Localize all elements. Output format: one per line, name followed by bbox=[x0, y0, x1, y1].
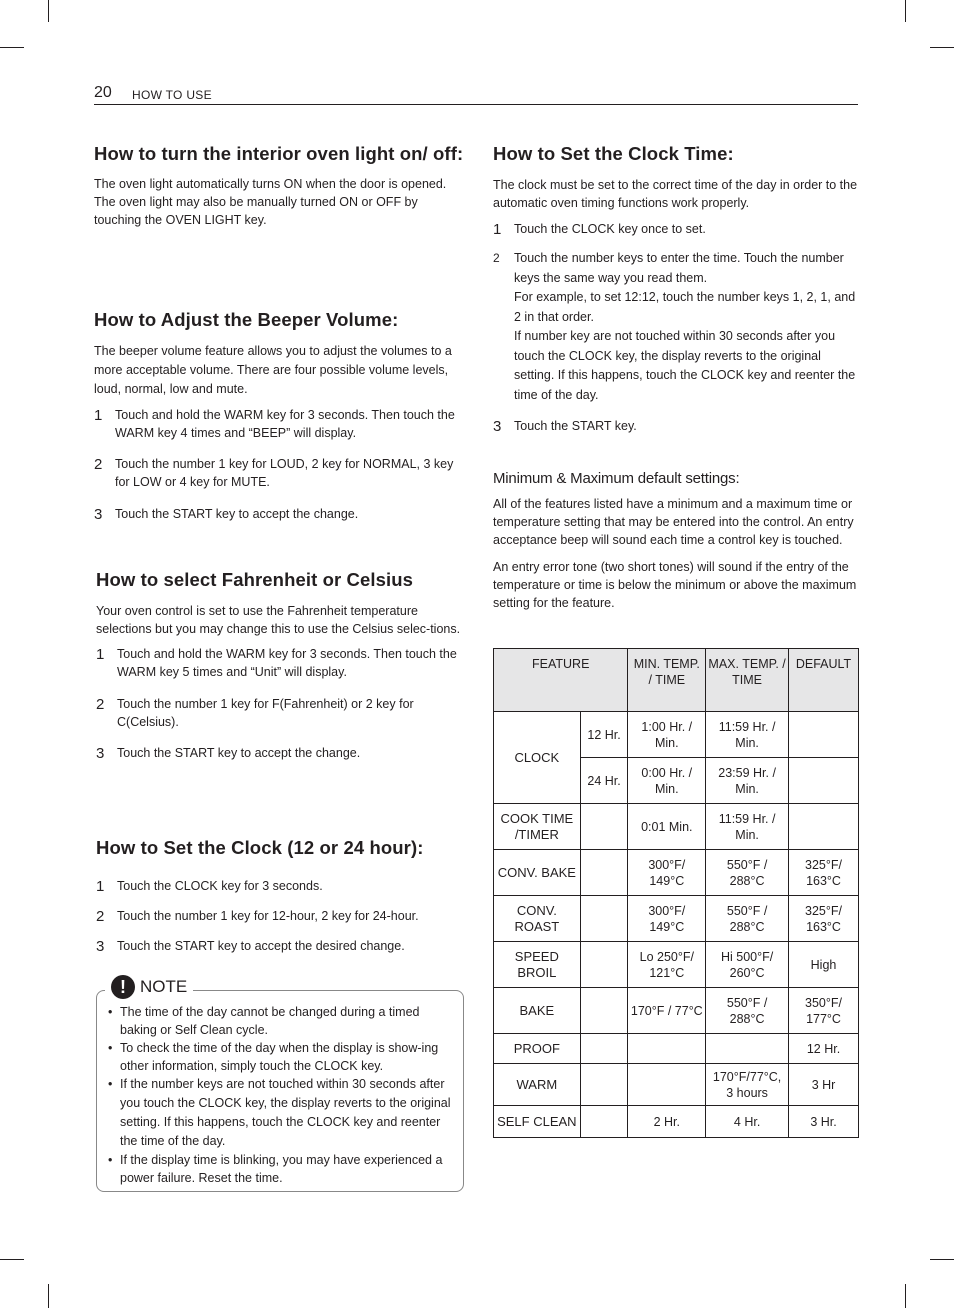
fahrenheit-section bbox=[96, 567, 464, 762]
table-cell: SELF CLEAN bbox=[494, 1106, 581, 1138]
settings-table bbox=[493, 648, 859, 1138]
table-cell: CLOCK bbox=[494, 712, 581, 804]
note-item: • If the number keys are not touched within 30 seconds after you touch the CLOCK key, the display reverts to the original setting. If this happens, touch the CLOCK key and reenter the time of the day. bbox=[107, 1075, 451, 1151]
table-cell bbox=[789, 712, 859, 758]
table-header: MAX. TEMP. / TIME bbox=[706, 649, 789, 712]
table-cell bbox=[580, 896, 628, 942]
step-item: 2 Touch the number 1 key for F(Fahrenheit) or 2 key for C(Celsius). bbox=[96, 696, 414, 729]
note-item: • The time of the day cannot be changed during a timed baking or Self Clean cycle. bbox=[107, 1003, 451, 1039]
oven-light-title: How to turn the interior oven light on/ off: bbox=[94, 143, 464, 164]
table-cell: 300°F/ 149°C bbox=[628, 896, 706, 942]
table-cell bbox=[789, 804, 859, 850]
table-cell: 325°F/ 163°C bbox=[789, 850, 859, 896]
section-name: HOW TO USE bbox=[132, 88, 212, 102]
table-cell: 300°F/ 149°C bbox=[628, 850, 706, 896]
table-row bbox=[494, 988, 859, 1034]
crop-mark bbox=[930, 1259, 954, 1260]
table-cell: 24 Hr. bbox=[580, 758, 628, 804]
table-cell: 170°F / 77°C bbox=[628, 988, 706, 1034]
table-cell: Hi 500°F/ 260°C bbox=[706, 942, 789, 988]
note-title: NOTE bbox=[140, 977, 188, 996]
oven-light-body: The oven light automatically turns ON when the door is opened. The oven light may also be manually turned ON or OFF by touching the OVEN LIGHT key. bbox=[94, 177, 447, 227]
step-item: 3 Touch the START key to accept the desired change. bbox=[96, 938, 405, 955]
crop-mark bbox=[905, 0, 906, 22]
table-cell: CONV. ROAST bbox=[494, 896, 581, 942]
table-header: DEFAULT bbox=[789, 649, 859, 712]
table-row bbox=[494, 804, 859, 850]
beeper-title: How to Adjust the Beeper Volume: bbox=[94, 309, 399, 330]
table-cell: COOK TIME /TIMER bbox=[494, 804, 581, 850]
table-cell: CONV. BAKE bbox=[494, 850, 581, 896]
step-item: 1 Touch the CLOCK key once to set. bbox=[493, 221, 706, 238]
table-cell: 3 Hr. bbox=[789, 1106, 859, 1138]
note-header bbox=[105, 975, 193, 999]
table-row bbox=[494, 942, 859, 988]
note-list bbox=[107, 1003, 451, 1187]
table-cell: 4 Hr. bbox=[706, 1106, 789, 1138]
table-header-row bbox=[494, 649, 859, 712]
table-cell: Lo 250°F/ 121°C bbox=[628, 942, 706, 988]
table-header: MIN. TEMP. / TIME bbox=[628, 649, 706, 712]
table-cell: SPEED BROIL bbox=[494, 942, 581, 988]
step-item: 3 Touch the START key to accept the change. bbox=[96, 745, 361, 762]
step-item: 1 Touch and hold the WARM key for 3 seconds. Then touch the WARM key 4 times and “BEEP” will display. bbox=[94, 407, 455, 440]
exclamation-icon: ! bbox=[111, 975, 135, 999]
table-cell: 12 Hr. bbox=[789, 1034, 859, 1064]
minmax-body-2: An entry error tone (two short tones) will sound if the entry of the temperature or time is below the minimum or above the maximum setting for the feature. bbox=[493, 560, 857, 610]
table-header: FEATURE bbox=[494, 649, 628, 712]
page-header bbox=[94, 84, 858, 105]
crop-mark bbox=[48, 1284, 49, 1308]
clock-mode-section bbox=[96, 835, 464, 955]
step-item: 3 Touch the START key to accept the change. bbox=[94, 506, 359, 523]
clock-time-title: How to Set the Clock Time: bbox=[493, 143, 734, 164]
table-row bbox=[494, 1106, 859, 1138]
table-row bbox=[494, 850, 859, 896]
table-cell bbox=[580, 1106, 628, 1138]
table-cell: 3 Hr bbox=[789, 1064, 859, 1106]
fahrenheit-title: How to select Fahrenheit or Celsius bbox=[96, 569, 414, 590]
table-cell: 1:00 Hr. / Min. bbox=[628, 712, 706, 758]
page-number: 20 bbox=[94, 84, 112, 101]
table-row bbox=[494, 712, 859, 758]
table-cell bbox=[628, 1034, 706, 1064]
table-cell: 0:00 Hr. / Min. bbox=[628, 758, 706, 804]
crop-mark bbox=[0, 47, 24, 48]
crop-mark bbox=[930, 47, 954, 48]
note-item: • If the display time is blinking, you may have experienced a power failure. Reset the time. bbox=[107, 1151, 451, 1187]
table-row bbox=[494, 1034, 859, 1064]
fahrenheit-body: Your oven control is set to use the Fahrenheit temperature selections but you may change this to use the Celsius selec-tions. bbox=[96, 604, 461, 636]
step-item: 2 Touch the number 1 key for LOUD, 2 key for NORMAL, 3 key for LOW or 4 key for MUTE. bbox=[94, 456, 454, 489]
table-cell bbox=[580, 1034, 628, 1064]
table-cell: 550°F / 288°C bbox=[706, 850, 789, 896]
note-box bbox=[96, 977, 464, 1192]
table-cell: 170°F/77°C, 3 hours bbox=[706, 1064, 789, 1106]
table-cell: High bbox=[789, 942, 859, 988]
step-item: 2 Touch the number 1 key for 12-hour, 2 key for 24-hour. bbox=[96, 908, 419, 925]
oven-light-section bbox=[94, 141, 464, 229]
step-item: 2 Touch the number keys to enter the time. Touch the number keys the same way you read them. For example, to set 12:12, touch the number keys 1, 2, 1, and 2 in that order. If number key are not touched within 30 seconds after you touch the CLOCK key, the display reverts to the original setting. If this happens, touch the CLOCK key and reenter the time of the day. bbox=[493, 251, 856, 402]
table-cell: BAKE bbox=[494, 988, 581, 1034]
table-cell: 550°F / 288°C bbox=[706, 988, 789, 1034]
table-cell bbox=[706, 1034, 789, 1064]
table-row bbox=[494, 1064, 859, 1106]
table-cell bbox=[789, 758, 859, 804]
crop-mark bbox=[48, 0, 49, 22]
minmax-body-1: All of the features listed have a minimum and a maximum time or temperature setting that may be entered into the control. An entry acceptance beep will sound each time a control key is touched. bbox=[493, 497, 854, 547]
table-cell: PROOF bbox=[494, 1034, 581, 1064]
crop-mark bbox=[905, 1284, 906, 1308]
beeper-body: The beeper volume feature allows you to adjust the volumes to a more acceptable volume. There are four possible volume levels, loud, normal, low and mute. bbox=[94, 344, 452, 396]
clock-time-body: The clock must be set to the correct time of the day in order to the automatic oven timing functions work properly. bbox=[493, 178, 858, 210]
crop-mark bbox=[0, 1259, 24, 1260]
minmax-section bbox=[493, 469, 859, 612]
table-cell: 550°F / 288°C bbox=[706, 896, 789, 942]
table-cell: 325°F/ 163°C bbox=[789, 896, 859, 942]
minmax-title: Minimum & Maximum default settings: bbox=[493, 470, 740, 487]
table-cell bbox=[580, 804, 628, 850]
step-item: 3 Touch the START key. bbox=[493, 418, 637, 435]
table-cell: 12 Hr. bbox=[580, 712, 628, 758]
step-item: 1 Touch the CLOCK key for 3 seconds. bbox=[96, 878, 323, 895]
table-cell: 11:59 Hr. / Min. bbox=[706, 804, 789, 850]
step-item: 1 Touch and hold the WARM key for 3 seconds. Then touch the WARM key 5 times and “Unit” will display. bbox=[96, 646, 457, 679]
table-cell: 23:59 Hr. / Min. bbox=[706, 758, 789, 804]
table-cell bbox=[580, 988, 628, 1034]
table-cell: 0:01 Min. bbox=[628, 804, 706, 850]
table-cell: 350°F/ 177°C bbox=[789, 988, 859, 1034]
table-cell: WARM bbox=[494, 1064, 581, 1106]
table-cell bbox=[580, 942, 628, 988]
table-row bbox=[494, 896, 859, 942]
table-cell bbox=[628, 1064, 706, 1106]
note-item: • To check the time of the day when the display is show-ing other information, simply touch the CLOCK key. bbox=[107, 1039, 451, 1075]
table-cell bbox=[580, 850, 628, 896]
clock-time-section bbox=[493, 141, 863, 435]
table-cell: 2 Hr. bbox=[628, 1106, 706, 1138]
clock-mode-title: How to Set the Clock (12 or 24 hour): bbox=[96, 837, 424, 858]
beeper-section bbox=[94, 307, 464, 523]
table-cell bbox=[580, 1064, 628, 1106]
table-cell: 11:59 Hr. / Min. bbox=[706, 712, 789, 758]
